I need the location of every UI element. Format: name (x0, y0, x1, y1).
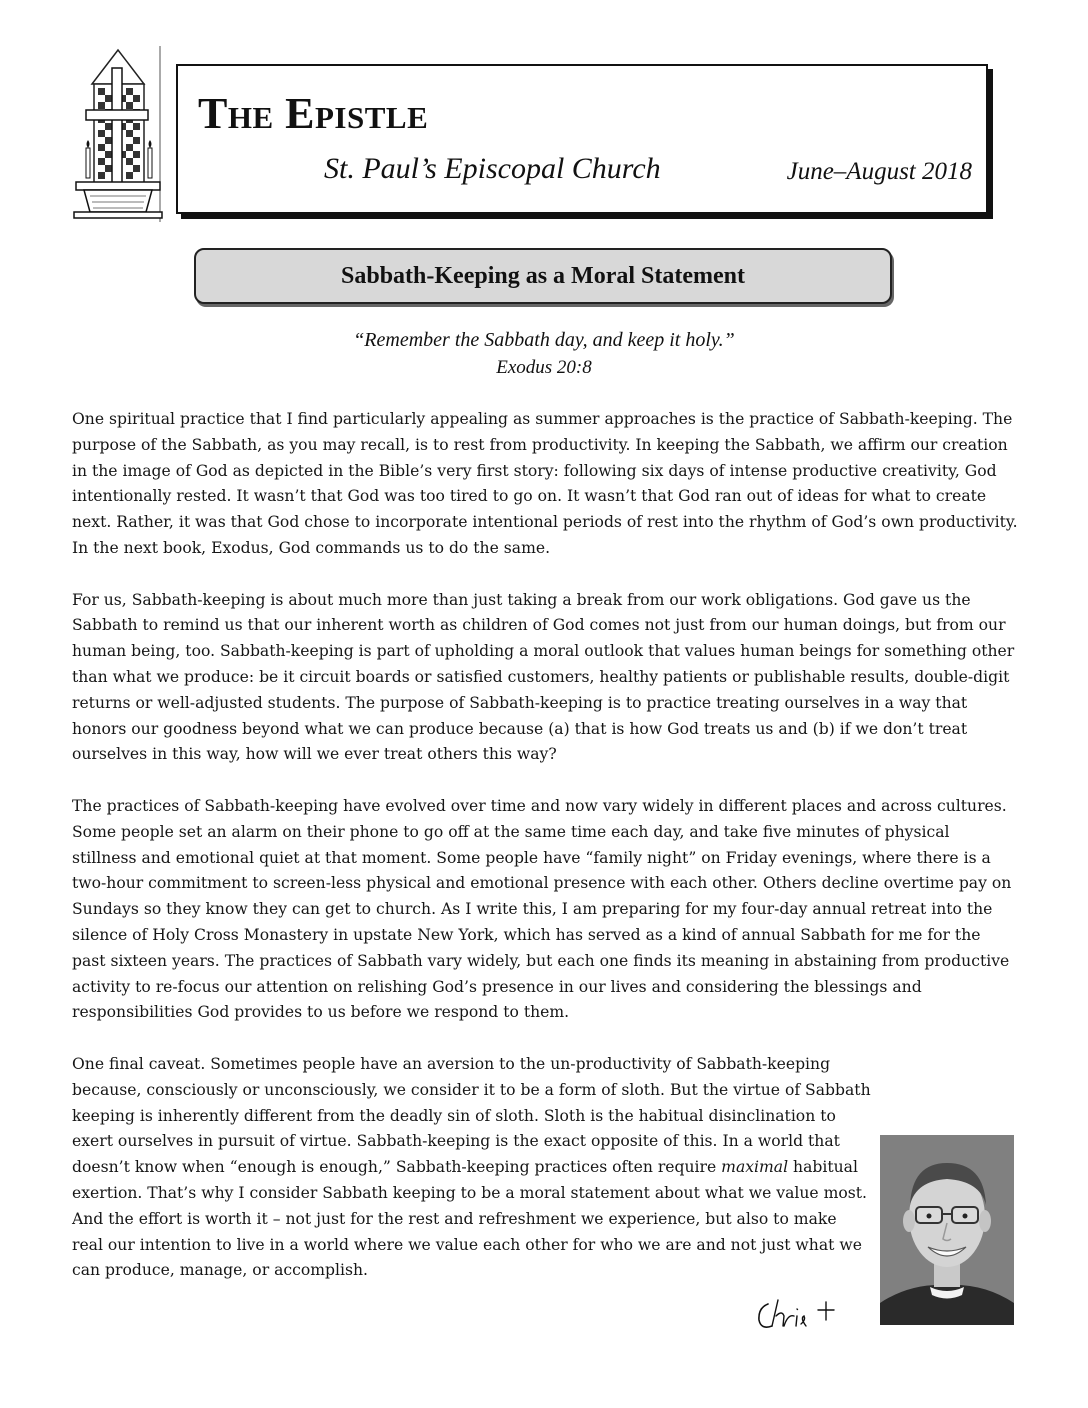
epigraph-quote: “Remember the Sabbath day, and keep it holy.” (353, 329, 735, 351)
newsletter-title: The Epistle (198, 89, 429, 138)
article-title: Sabbath-Keeping as a Moral Statement (341, 262, 745, 289)
issue-date: June–August 2018 (786, 158, 972, 185)
epigraph (0, 326, 1088, 382)
final-text-part1: One final caveat. Sometimes people have an aversion to the un-productivity of Sabbath-keeping because, consciously or unconsciously, we consider it to be a form of sloth. But the virtue of Sabbath keeping is inherently different from the deadly sin of sloth. Sloth is the habitual disinclination to exert ourselves in pursuit of virtue. Sabbath-keeping is the exact opposite of this. In a world that doesn’t know when “enough is enough,” Sabbath-keeping practices often require (72, 1054, 871, 1177)
final-text-emphasis: maximal (721, 1158, 789, 1177)
final-text-part2: habitual exertion. That’s why I consider Sabbath keeping to be a moral statement about what we value most. And the effort is worth it – not just for the rest and refreshment we experience, but also to make real our intention to live in a world where we value each other for who we are and not just what we can produce, manage, or accomplish. (72, 1158, 867, 1280)
church-cross-logo (70, 44, 166, 224)
article-heading-box (194, 248, 892, 304)
paragraph-final (72, 1052, 872, 1284)
masthead (176, 64, 988, 214)
church-name: St. Paul’s Episcopal Church (324, 152, 661, 185)
author-photo (880, 1135, 1014, 1325)
article-body (72, 407, 1018, 1284)
paragraph: For us, Sabbath-keeping is about much more than just taking a break from our work obligations. God gave us the Sabbath to remind us that our inherent worth as children of God comes not just from our human doings, but from our human being, too. Sabbath-keeping is part of upholding a moral outlook that values human beings for something other than what we produce: be it circuit boards or satisfied customers, healthy patients or publishable results, double-digit returns or well-adjusted students. The purpose of Sabbath-keeping is to practice treating ourselves in a way that honors our goodness beyond what we can produce because (a) that is how God treats us and (b) if we don’t treat ourselves in this way, how will we ever treat others this way? (72, 590, 1015, 764)
paragraph: One spiritual practice that I find particularly appealing as summer approaches is the practice of Sabbath-keeping. The purpose of the Sabbath, as you may recall, is to rest from productivity. In keeping the Sabbath, we affirm our creation in the image of God as depicted in the Bible’s very first story: following six days of intense productive creativity, God intentionally rested. It wasn’t that God was too tired to go on. It wasn’t that God ran out of ideas for what to create next. Rather, it was that God chose to incorporate intentional periods of rest into the rhythm of God’s own productivity. In the next book, Exodus, God commands us to do the same. (72, 410, 1018, 557)
epigraph-source: Exodus 20:8 (496, 357, 592, 378)
author-signature (754, 1286, 848, 1338)
paragraph: The practices of Sabbath-keeping have evolved over time and now vary widely in different places and across cultures. Some people set an alarm on their phone to go off at the same time each day, and take five minutes of physical stillness and emotional quiet at that moment. Some people have “family night” on Friday evenings, where there is a two-hour commitment to screen-less physical and emotional presence with each other. Others decline overtime pay on Sundays so they know they can get to church. As I write this, I am preparing for my four-day annual retreat into the silence of Holy Cross Monastery in upstate New York, which has served as a kind of annual Sabbath for me for the past sixteen years. The practices of Sabbath vary widely, but each one finds its meaning in abstaining from productive activity to re-focus our attention on relishing God’s presence in our lives and considering the blessings and responsibilities God provides to us before we respond to them. (72, 796, 1012, 1022)
